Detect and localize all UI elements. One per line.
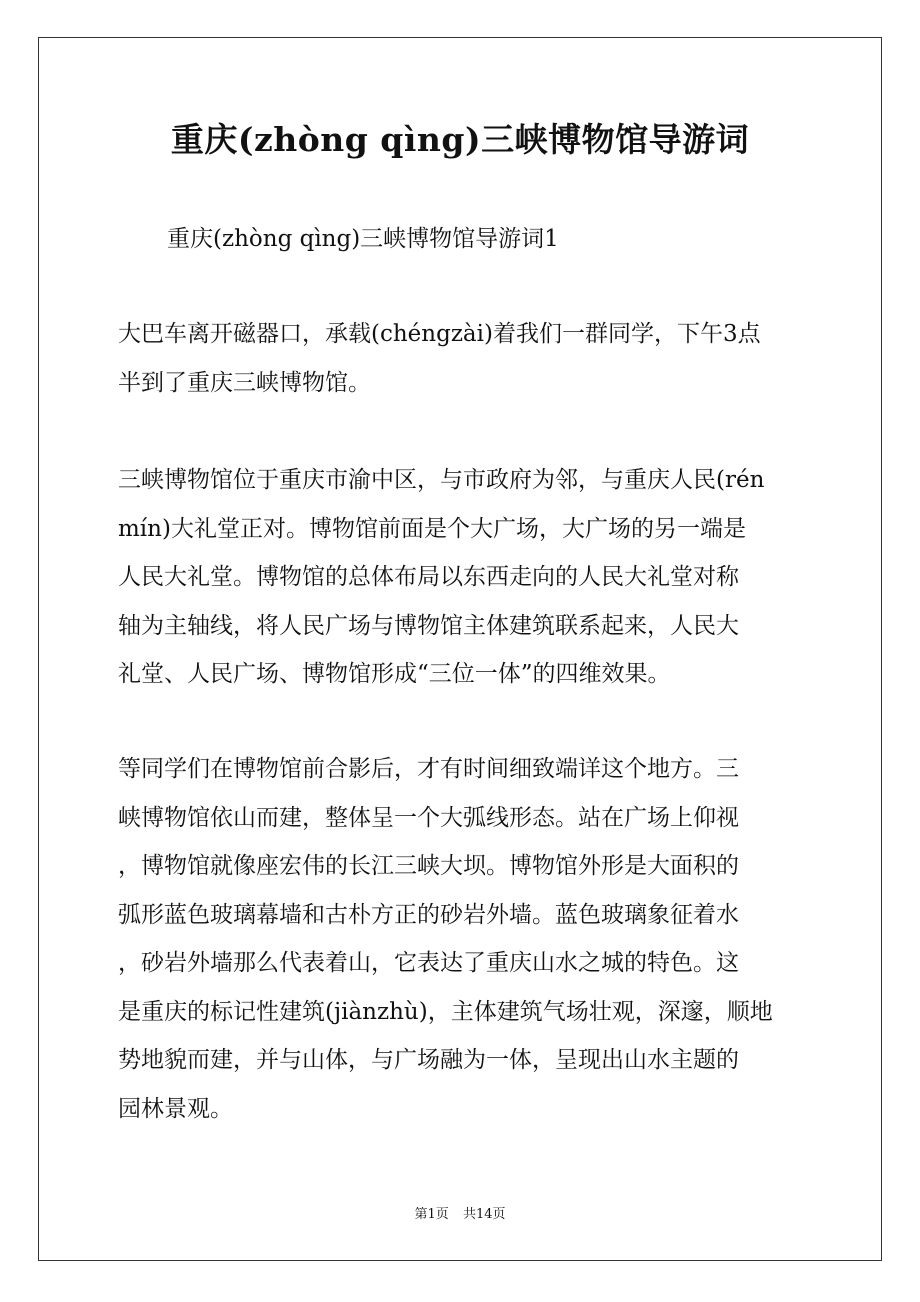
paragraph-line: 园林景观。 bbox=[118, 1095, 233, 1122]
paragraph-line: 弧形蓝色玻璃幕墙和古朴方正的砂岩外墙。蓝色玻璃象征着水 bbox=[118, 901, 739, 928]
paragraph-line: 大巴车离开磁器口，承载(chéngzài)着我们一群同学，下午3点 bbox=[118, 321, 761, 347]
paragraph-2 bbox=[118, 456, 802, 699]
paragraph-line: mín)大礼堂正对。博物馆前面是个大广场，大广场的另一端是 bbox=[118, 515, 746, 542]
page-number: 第1页 bbox=[414, 1207, 449, 1222]
paragraph-1 bbox=[118, 310, 802, 407]
paragraph-line: ，砂岩外墙那么代表着山，它表达了重庆山水之城的特色。这 bbox=[118, 950, 739, 976]
paragraph-line: 轴为主轴线，将人民广场与博物馆主体建筑联系起来，人民大 bbox=[118, 612, 739, 639]
paragraph-line: 三峡博物馆位于重庆市渝中区，与市政府为邻，与重庆人民(rén bbox=[118, 467, 765, 493]
paragraph-line: 半到了重庆三峡博物馆。 bbox=[118, 369, 371, 396]
paragraph-3 bbox=[118, 745, 802, 1133]
paragraph-line: 等同学们在博物馆前合影后，才有时间细致端详这个地方。三 bbox=[118, 756, 739, 782]
document-title: 重庆(zhòng qìng)三峡博物馆导游词 bbox=[170, 120, 750, 159]
paragraph-line: 礼堂、人民广场、博物馆形成“三位一体”的四维效果。 bbox=[118, 661, 671, 687]
paragraph-line: 峡博物馆依山而建，整体呈一个大弧线形态。站在广场上仰视 bbox=[118, 804, 739, 831]
paragraph-line: ，博物馆就像座宏伟的长江三峡大坝。博物馆外形是大面积的 bbox=[118, 853, 739, 879]
page-total: 共14页 bbox=[462, 1207, 506, 1222]
section-heading: 重庆(zhòng qìng)三峡博物馆导游词1 bbox=[167, 226, 559, 252]
paragraph-line: 人民大礼堂。博物馆的总体布局以东西走向的人民大礼堂对称 bbox=[118, 564, 739, 590]
page-footer bbox=[0, 1206, 920, 1224]
paragraph-line: 势地貌而建，并与山体，与广场融为一体，呈现出山水主题的 bbox=[118, 1047, 739, 1073]
paragraph-line: 是重庆的标记性建筑(jiànzhù)，主体建筑气场壮观，深邃，顺地 bbox=[118, 998, 773, 1025]
